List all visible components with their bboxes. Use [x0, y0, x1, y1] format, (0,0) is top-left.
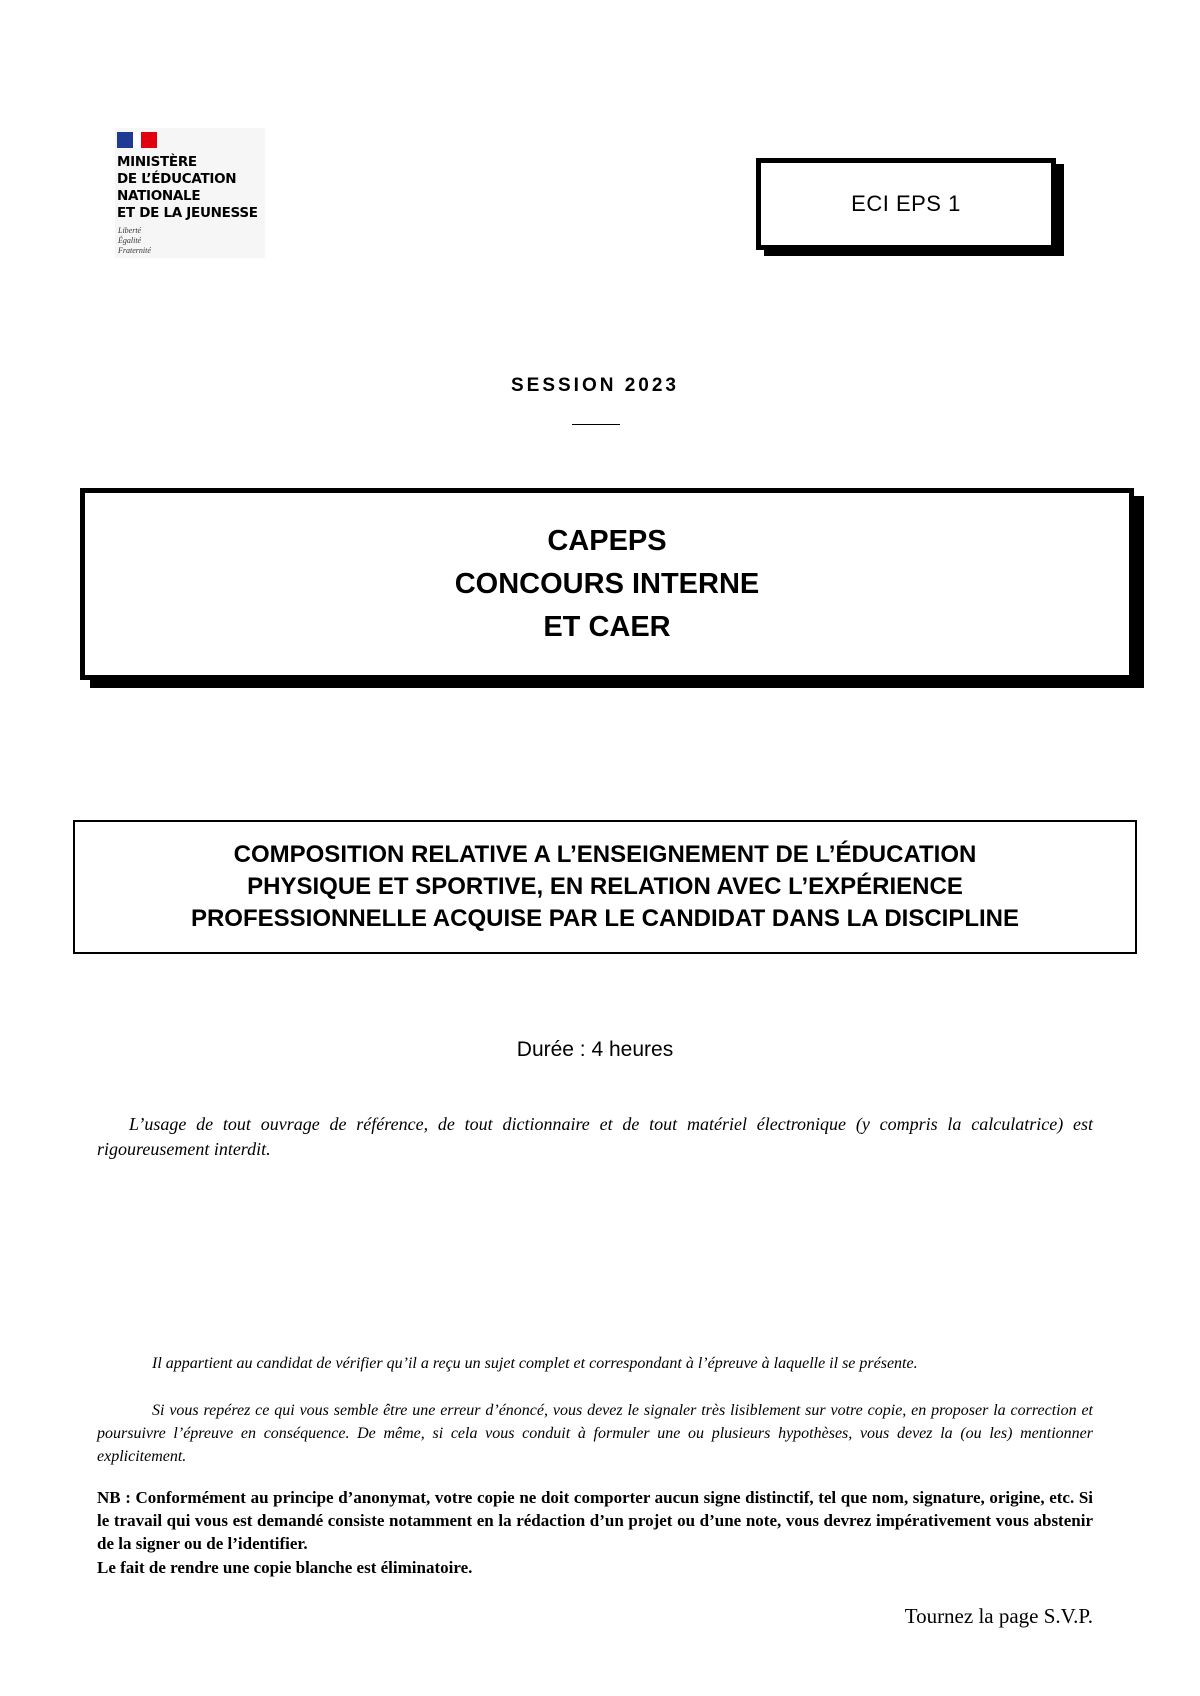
- exam-duration: Durée : 4 heures: [516, 1038, 674, 1061]
- composition-title-line: PROFESSIONNELLE ACQUISE PAR LE CANDIDAT DANS LA DISCIPLINE: [190, 905, 1020, 932]
- blank-copy-notice: Le fait de rendre une copie blanche est éliminatoire.: [97, 1558, 473, 1577]
- ministry-name-line: MINISTÈRE: [117, 154, 197, 170]
- usage-notice: L’usage de tout ouvrage de référence, de tout dictionnaire et de tout matériel électronique (y compris la calculatrice) est rigoureusement interdit.: [97, 1114, 1093, 1159]
- motto-line: Égalité: [118, 236, 142, 245]
- exam-title-line: CAPEPS: [547, 524, 667, 557]
- session-label: SESSION 2023: [510, 375, 680, 396]
- french-flag-icon: [117, 132, 157, 148]
- candidate-notice-paragraph: Si vous repérez ce qui vous semble être une erreur d’énoncé, vous devez le signaler très lisiblement sur votre copie, en proposer la correction et poursuivre l’épreuve en conséquence. De même, si cela vous conduit à formuler une ou plusieurs hypothèses, vous devez la (ou les) mentionner explicitement.: [97, 1402, 1093, 1465]
- exam-code-box: [756, 158, 1056, 250]
- session-divider: [572, 424, 620, 425]
- turn-page-note: Tournez la page S.V.P.: [904, 1604, 1093, 1628]
- composition-title-box: [73, 820, 1137, 954]
- ministry-name-line: ET DE LA JEUNESSE: [117, 205, 258, 221]
- composition-title-line: PHYSIQUE ET SPORTIVE, EN RELATION AVEC L’EXPÉRIENCE: [247, 873, 963, 900]
- exam-code: ECI EPS 1: [851, 191, 961, 216]
- motto-line: Fraternité: [118, 246, 151, 255]
- candidate-notice-paragraph: Il appartient au candidat de vérifier qu’il a reçu un sujet complet et correspondant à l’épreuve à laquelle il se présente.: [152, 1355, 918, 1372]
- motto-line: Liberté: [118, 226, 142, 235]
- ministry-name: [117, 154, 258, 222]
- composition-title-line: COMPOSITION RELATIVE A L’ENSEIGNEMENT DE L’ÉDUCATION: [233, 841, 977, 868]
- ministry-name-line: NATIONALE: [117, 188, 201, 204]
- anonymity-notice: NB : Conformément au principe d’anonymat, votre copie ne doit comporter aucun signe distinctif, tel que nom, signature, origine, etc. Si le travail qui vous est demandé consiste notamment en la rédaction d’un projet ou d’une note, vous devrez impérativement vous abstenir de la signer ou de l’identifier.: [97, 1488, 1093, 1553]
- exam-title-line: ET CAER: [543, 610, 671, 643]
- exam-title-line: CONCOURS INTERNE: [454, 567, 760, 600]
- ministry-name-line: DE L’ÉDUCATION: [117, 171, 237, 187]
- ministry-logo: [115, 128, 265, 258]
- exam-title-box: [80, 488, 1134, 680]
- republic-motto: [118, 226, 151, 256]
